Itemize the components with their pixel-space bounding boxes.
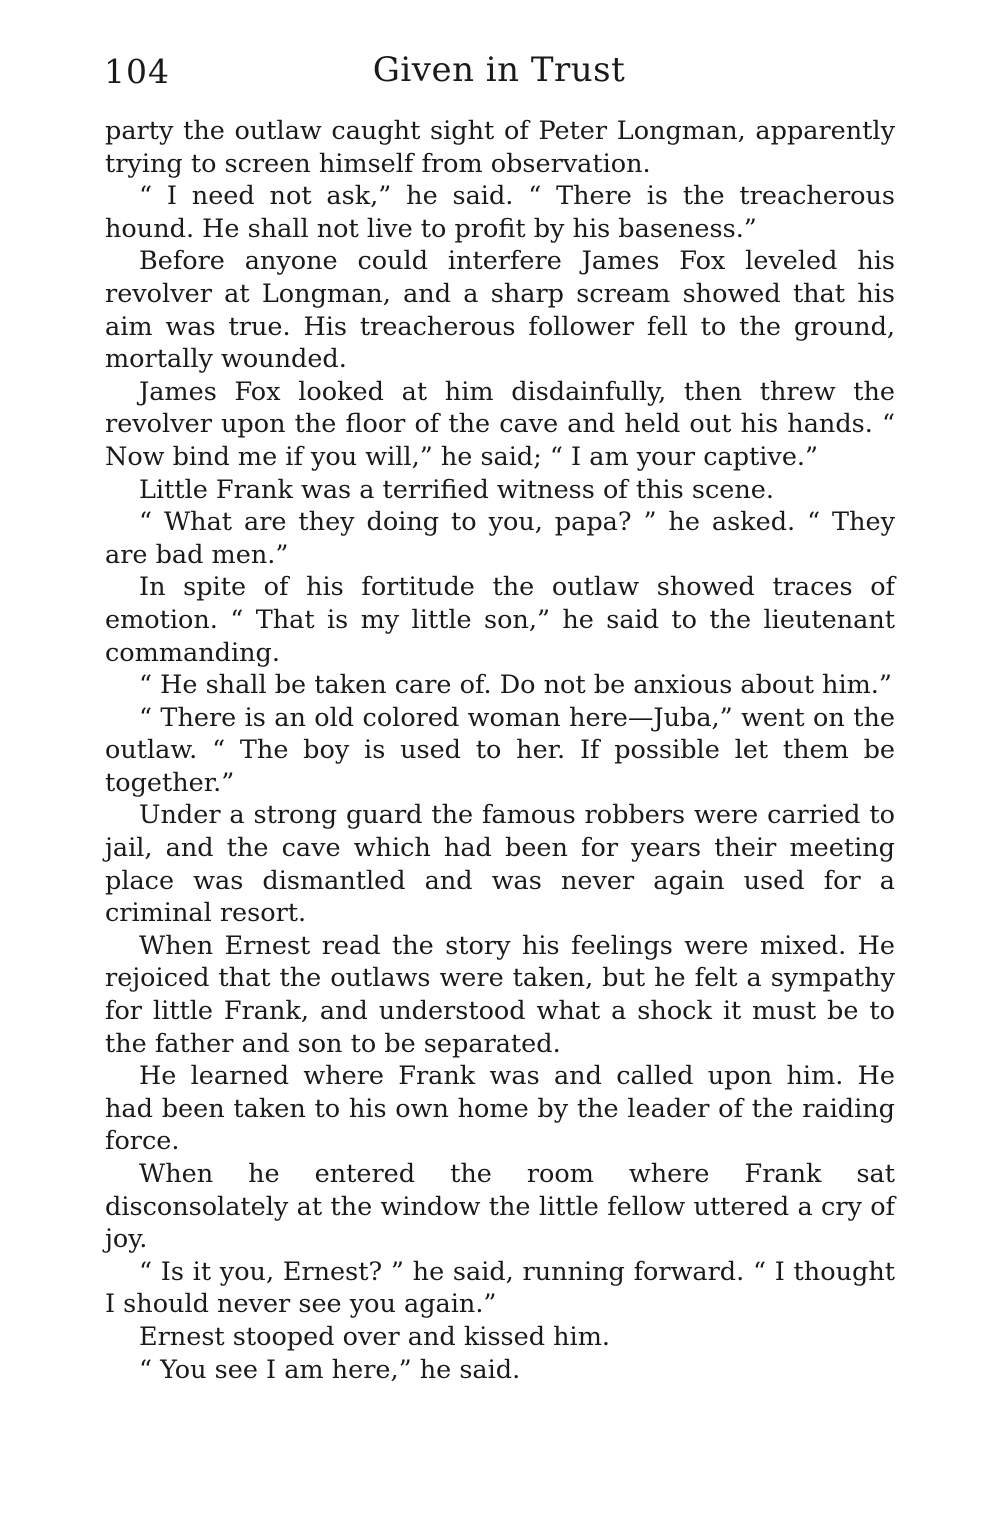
paragraph: Little Frank was a terrified witness of this scene.	[139, 474, 774, 505]
paragraph: When Ernest read the story his feelings were mixed. He rejoiced that the outlaws were taken, but he felt a sympathy for little Frank, and understood what a shock it must be to the father and son to be separated.	[105, 930, 895, 1059]
paragraph: “ What are they doing to you, papa? ” he asked. “ They are bad men.”	[105, 507, 895, 570]
paragraph: party the outlaw caught sight of Peter Longman, apparently trying to screen himself from observation.	[105, 116, 895, 179]
paragraph: “ Is it you, Ernest? ” he said, running forward. “ I thought I should never see you again.”	[105, 1256, 895, 1320]
paragraph: “ He shall be taken care of. Do not be anxious about him.”	[139, 670, 892, 701]
running-title: Given in Trust	[372, 50, 626, 90]
paragraph: He learned where Frank was and called upon him. He had been taken to his own home by the leader of the raiding force.	[105, 1061, 895, 1157]
paragraph: “ You see I am here,” he said.	[139, 1354, 521, 1385]
paragraph: Before anyone could interfere James Fox leveled his revolver at Longman, and a sharp scream showed that his aim was true. His treacherous follower fell to the ground, mortally wounded.	[105, 246, 895, 375]
paragraph: “ I need not ask,” he said. “ There is the treacherous hound. He shall not live to profit by his baseness.”	[105, 181, 895, 244]
paragraph: When he entered the room where Frank sat disconsolately at the window the little fellow uttered a cry of joy.	[105, 1159, 895, 1255]
page-header	[104, 44, 894, 104]
body-text	[105, 115, 895, 1386]
paragraph: Under a strong guard the famous robbers were carried to jail, and the cave which had been for years their meeting place was dismantled and was never again used for a criminal resort.	[105, 800, 895, 929]
paragraph: James Fox looked at him disdainfully, then threw the revolver upon the floor of the cave and held out his hands. “ Now bind me if you will,” he said; “ I am your captive.”	[105, 376, 895, 472]
paragraph: “ There is an old colored woman here—Juba,” went on the outlaw. “ The boy is used to her. If possible let them be together.”	[105, 702, 895, 798]
page-number: 104	[104, 52, 170, 91]
paragraph: Ernest stooped over and kissed him.	[139, 1321, 611, 1352]
paragraph: In spite of his fortitude the outlaw showed traces of emotion. “ That is my little son,” he said to the lieutenant commanding.	[105, 572, 895, 668]
